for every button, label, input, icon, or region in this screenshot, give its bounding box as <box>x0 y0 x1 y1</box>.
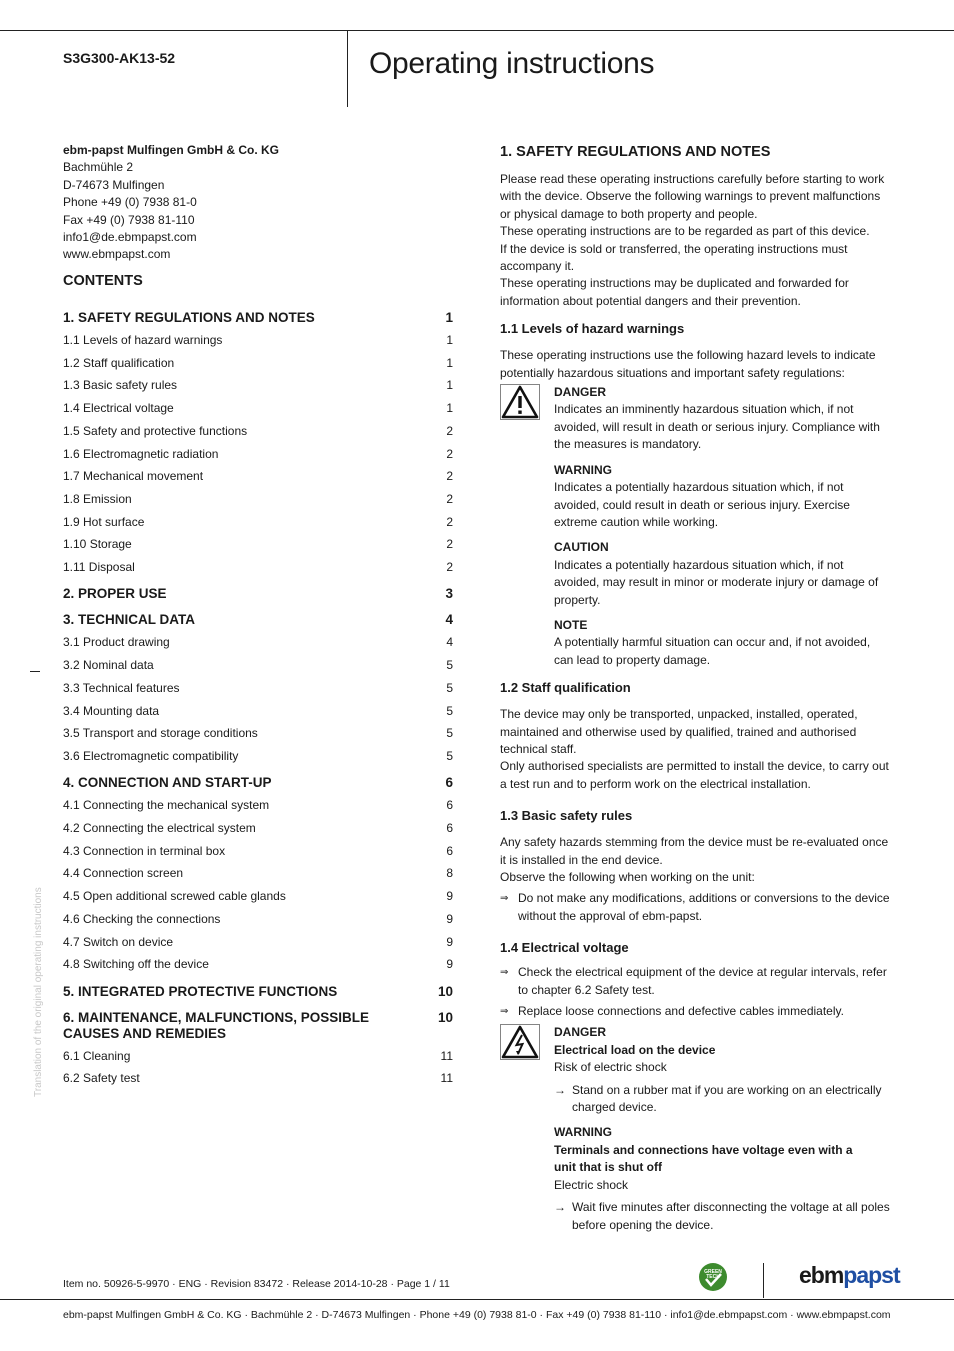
hazard-level-title: WARNING <box>554 462 612 477</box>
hazard-level-title: NOTE <box>554 617 588 632</box>
arrow-bullet-icon: ⇒ <box>500 967 509 979</box>
table-of-contents <box>63 310 453 1093</box>
toc-page-number: 5 <box>446 726 453 741</box>
toc-page-number: 9 <box>446 889 453 904</box>
toc-entry <box>63 843 453 860</box>
toc-entry <box>63 865 453 882</box>
hazard-action: → Stand on a rubber mat if you are working on an electrically charged device. <box>554 1082 892 1117</box>
toc-section <box>63 984 453 1000</box>
toc-label: 4.2 Connecting the electrical system <box>63 821 256 836</box>
hazard-level-text: Indicates a potentially hazardous situation which, if not avoided, may result in minor or moderate injury or damage of property. <box>554 557 879 607</box>
toc-entry <box>63 634 453 651</box>
section-safety <box>500 143 892 1234</box>
toc-page-number: 10 <box>437 983 453 999</box>
toc-entry <box>63 1048 453 1065</box>
toc-label: 3.4 Mounting data <box>63 703 160 718</box>
toc-entry <box>63 680 453 697</box>
toc-entry <box>63 559 453 576</box>
green-tech-badge-icon <box>698 1262 728 1297</box>
toc-page-number: 9 <box>446 957 453 972</box>
paragraph: The device may only be transported, unpacked, installed, operated, maintained and otherwise used by qualified, trained and authorised technical staff. <box>500 707 858 756</box>
toc-page-number: 6 <box>446 821 453 836</box>
toc-page-number: 9 <box>446 934 453 949</box>
arrow-bullet-icon: ⇒ <box>500 893 509 905</box>
toc-entry <box>63 657 453 674</box>
subsection-heading: 1.3 Basic safety rules <box>500 808 633 824</box>
model-number: S3G300-AK13-52 <box>63 50 176 66</box>
toc-entry <box>63 888 453 905</box>
toc-page-number: 1 <box>446 378 453 393</box>
toc-label: 3.5 Transport and storage conditions <box>63 726 258 741</box>
toc-entry <box>63 797 453 814</box>
company-name: ebm-papst Mulfingen GmbH & Co. KG <box>63 143 279 157</box>
toc-label: 1.5 Safety and protective functions <box>63 423 248 438</box>
toc-label: 1.4 Electrical voltage <box>63 401 174 416</box>
toc-page-number: 2 <box>446 514 453 529</box>
hazard-level-title: DANGER <box>554 385 607 400</box>
right-arrow-icon: → <box>554 1082 566 1097</box>
fold-mark <box>30 671 40 672</box>
right-arrow-icon: → <box>554 1200 566 1215</box>
toc-page-number: 2 <box>446 491 453 506</box>
toc-page-number: 2 <box>446 469 453 484</box>
paragraph: Observe the following when working on the unit: <box>500 870 755 884</box>
toc-section <box>63 1010 453 1042</box>
paragraph: These operating instructions use the following hazard levels to indicate potentially hazardous situations and important safety regulations: <box>500 348 876 380</box>
list-item: ⇒ Replace loose connections and defective cables immediately. <box>500 1003 892 1020</box>
warning-triangle-icon <box>500 384 554 669</box>
toc-page-number: 1 <box>446 355 453 370</box>
toc-entry <box>63 377 453 394</box>
toc-entry <box>63 491 453 508</box>
page-title: Operating instructions <box>369 47 655 80</box>
toc-label: 1.10 Storage <box>63 537 132 552</box>
toc-label: 3.1 Product drawing <box>63 635 170 650</box>
toc-entry <box>63 446 453 463</box>
toc-page-number: 5 <box>446 680 453 695</box>
arrow-bullet-icon: ⇒ <box>500 1006 509 1018</box>
hazard-subtitle: Electrical load on the device <box>554 1042 716 1057</box>
toc-page-number: 4 <box>446 635 453 650</box>
toc-label: 3.6 Electromagnetic compatibility <box>63 748 239 763</box>
toc-label: 6.1 Cleaning <box>63 1048 131 1063</box>
footer-contact: ebm-papst Mulfingen GmbH & Co. KG · Bachmühle 2 · D-74673 Mulfingen · Phone +49 (0) 7938 81-0 · Fax +49 (0) 7938 81-110 · info1@de.ebmpapst.com · www.ebmpapst.com <box>63 1309 891 1321</box>
toc-entry <box>63 934 453 951</box>
toc-page-number: 2 <box>446 423 453 438</box>
toc-label: 4. CONNECTION AND START-UP <box>63 775 272 791</box>
paragraph: These operating instructions are to be regarded as part of this device. <box>500 224 870 239</box>
toc-label: 2. PROPER USE <box>63 586 167 602</box>
toc-page-number: 2 <box>446 537 453 552</box>
header-divider <box>347 30 348 107</box>
hazard-levels <box>500 384 892 669</box>
toc-label: 1.9 Hot surface <box>63 514 145 529</box>
toc-entry <box>63 956 453 973</box>
ebmpapst-logo: ebmpapst <box>799 1262 900 1288</box>
toc-entry <box>63 514 453 531</box>
website-line: www.ebmpapst.com <box>63 247 171 262</box>
toc-label: 1.6 Electromagnetic radiation <box>63 446 219 461</box>
badge-line1: GREEN <box>704 1269 722 1275</box>
toc-page-number: 2 <box>446 446 453 461</box>
address-line: D-74673 Mulfingen <box>63 177 165 192</box>
toc-label: 3.2 Nominal data <box>63 658 154 673</box>
toc-label: 6. MAINTENANCE, MALFUNCTIONS, POSSIBLE CAUSES AND REMEDIES <box>63 1009 370 1041</box>
paragraph: Please read these operating instructions carefully before starting to work with the device. Observe the following warnings to prevent malfunctions or physical damage to both property and people. <box>500 172 885 221</box>
toc-page-number: 5 <box>446 703 453 718</box>
fax-line: Fax +49 (0) 7938 81-110 <box>63 212 195 227</box>
toc-entry <box>63 355 453 372</box>
toc-label: 4.3 Connection in terminal box <box>63 843 226 858</box>
toc-label: 4.4 Connection screen <box>63 866 184 881</box>
toc-label: 1.8 Emission <box>63 491 132 506</box>
address-line: Bachmühle 2 <box>63 160 134 175</box>
section-heading: 1. SAFETY REGULATIONS AND NOTES <box>500 144 771 160</box>
top-rule <box>0 30 954 31</box>
toc-label: 4.1 Connecting the mechanical system <box>63 798 270 813</box>
toc-section <box>63 775 453 791</box>
toc-label: 4.7 Switch on device <box>63 934 174 949</box>
toc-label: 1.11 Disposal <box>63 560 135 575</box>
logo-divider <box>763 1263 764 1298</box>
toc-entry <box>63 1070 453 1087</box>
hazard-consequence: Electric shock <box>554 1177 629 1192</box>
hazard-action: → Wait five minutes after disconnecting the voltage at all poles before opening the device. <box>554 1199 892 1234</box>
toc-page-number: 5 <box>446 748 453 763</box>
toc-label: 4.8 Switching off the device <box>63 957 209 972</box>
toc-entry <box>63 703 453 720</box>
item-info: Item no. 50926-5-9970 · ENG · Revision 83472 · Release 2014-10-28 · Page 1 / 11 <box>63 1278 450 1290</box>
toc-entry <box>63 468 453 485</box>
toc-page-number: 8 <box>446 866 453 881</box>
phone-line: Phone +49 (0) 7938 81-0 <box>63 195 197 210</box>
toc-page-number: 1 <box>446 401 453 416</box>
list-item: ⇒ Do not make any modifications, additions or conversions to the device without the approval of ebm-papst. <box>500 890 892 925</box>
list-item: ⇒ Check the electrical equipment of the device at regular intervals, refer to chapter 6.2 Safety test. <box>500 964 892 999</box>
hazard-level-text: A potentially harmful situation can occur and, if not avoided, can lead to property damage. <box>554 635 871 667</box>
toc-page-number: 6 <box>445 775 453 791</box>
toc-label: 4.6 Checking the connections <box>63 911 221 926</box>
toc-label: 1.2 Staff qualification <box>63 355 175 370</box>
electrical-hazard-block <box>500 1024 892 1233</box>
paragraph: If the device is sold or transferred, the operating instructions must accompany it. <box>500 241 848 274</box>
toc-page-number: 11 <box>440 1071 453 1086</box>
toc-label: 1.1 Levels of hazard warnings <box>63 333 223 347</box>
toc-label: 4.5 Open additional screwed cable glands <box>63 889 286 904</box>
toc-entry <box>63 820 453 837</box>
electric-shock-warning-icon <box>500 1024 554 1233</box>
subsection-heading: 1.1 Levels of hazard warnings <box>500 321 685 337</box>
toc-entry <box>63 911 453 928</box>
toc-section <box>63 612 453 628</box>
toc-page-number: 10 <box>437 1009 453 1025</box>
toc-label: 1.3 Basic safety rules <box>63 378 178 393</box>
toc-label: 3. TECHNICAL DATA <box>63 612 196 628</box>
contents-heading: CONTENTS <box>63 273 143 289</box>
translation-note: Translation of the original operating instructions <box>33 887 44 1097</box>
paragraph: Any safety hazards stemming from the device must be re-evaluated once it is installed in the end device. <box>500 835 889 867</box>
subsection-heading: 1.4 Electrical voltage <box>500 940 629 956</box>
toc-section <box>63 586 453 602</box>
toc-label: 6.2 Safety test <box>63 1071 140 1086</box>
hazard-consequence: Risk of electric shock <box>554 1060 667 1075</box>
toc-section <box>63 310 453 326</box>
hazard-level-title: DANGER <box>554 1025 607 1040</box>
toc-entry <box>63 332 453 349</box>
hazard-subtitle: Terminals and connections have voltage even with a unit that is shut off <box>554 1142 853 1175</box>
paragraph: Only authorised specialists are permitted to install the device, to carry out a test run and to perform work on the electrical installation. <box>500 759 889 791</box>
toc-page-number: 6 <box>446 843 453 858</box>
toc-page-number: 2 <box>446 560 453 575</box>
toc-page-number: 1 <box>446 333 453 347</box>
toc-page-number: 6 <box>446 798 453 813</box>
hazard-level-title: WARNING <box>554 1125 612 1140</box>
toc-page-number: 11 <box>440 1048 453 1063</box>
toc-label: 5. INTEGRATED PROTECTIVE FUNCTIONS <box>63 983 338 999</box>
toc-page-number: 1 <box>445 310 453 325</box>
toc-entry <box>63 748 453 765</box>
toc-page-number: 9 <box>446 911 453 926</box>
footer-rule <box>0 1299 954 1300</box>
toc-entry <box>63 400 453 417</box>
toc-label: 1.7 Mechanical movement <box>63 469 204 484</box>
hazard-level-title: CAUTION <box>554 540 609 555</box>
hazard-level-text: Indicates a potentially hazardous situation which, if not avoided, could result in death or serious injury. Exercise extreme caution while working. <box>554 480 850 529</box>
paragraph: These operating instructions may be duplicated and forwarded for information about potential dangers and their prevention. <box>500 276 849 308</box>
toc-label: 1. SAFETY REGULATIONS AND NOTES <box>63 310 315 325</box>
company-address <box>63 142 363 264</box>
toc-entry <box>63 536 453 553</box>
badge-line2: TECH <box>706 1274 720 1280</box>
hazard-level-text: Indicates an imminently hazardous situation which, if not avoided, will result in death or serious injury. Compliance with the measures is mandatory. <box>554 402 880 452</box>
subsection-heading: 1.2 Staff qualification <box>500 680 631 696</box>
toc-label: 3.3 Technical features <box>63 680 180 695</box>
toc-page-number: 3 <box>445 586 453 602</box>
toc-page-number: 4 <box>445 612 453 628</box>
toc-entry <box>63 725 453 742</box>
email-line: info1@de.ebmpapst.com <box>63 230 197 245</box>
toc-entry <box>63 423 453 440</box>
toc-page-number: 5 <box>446 658 453 673</box>
